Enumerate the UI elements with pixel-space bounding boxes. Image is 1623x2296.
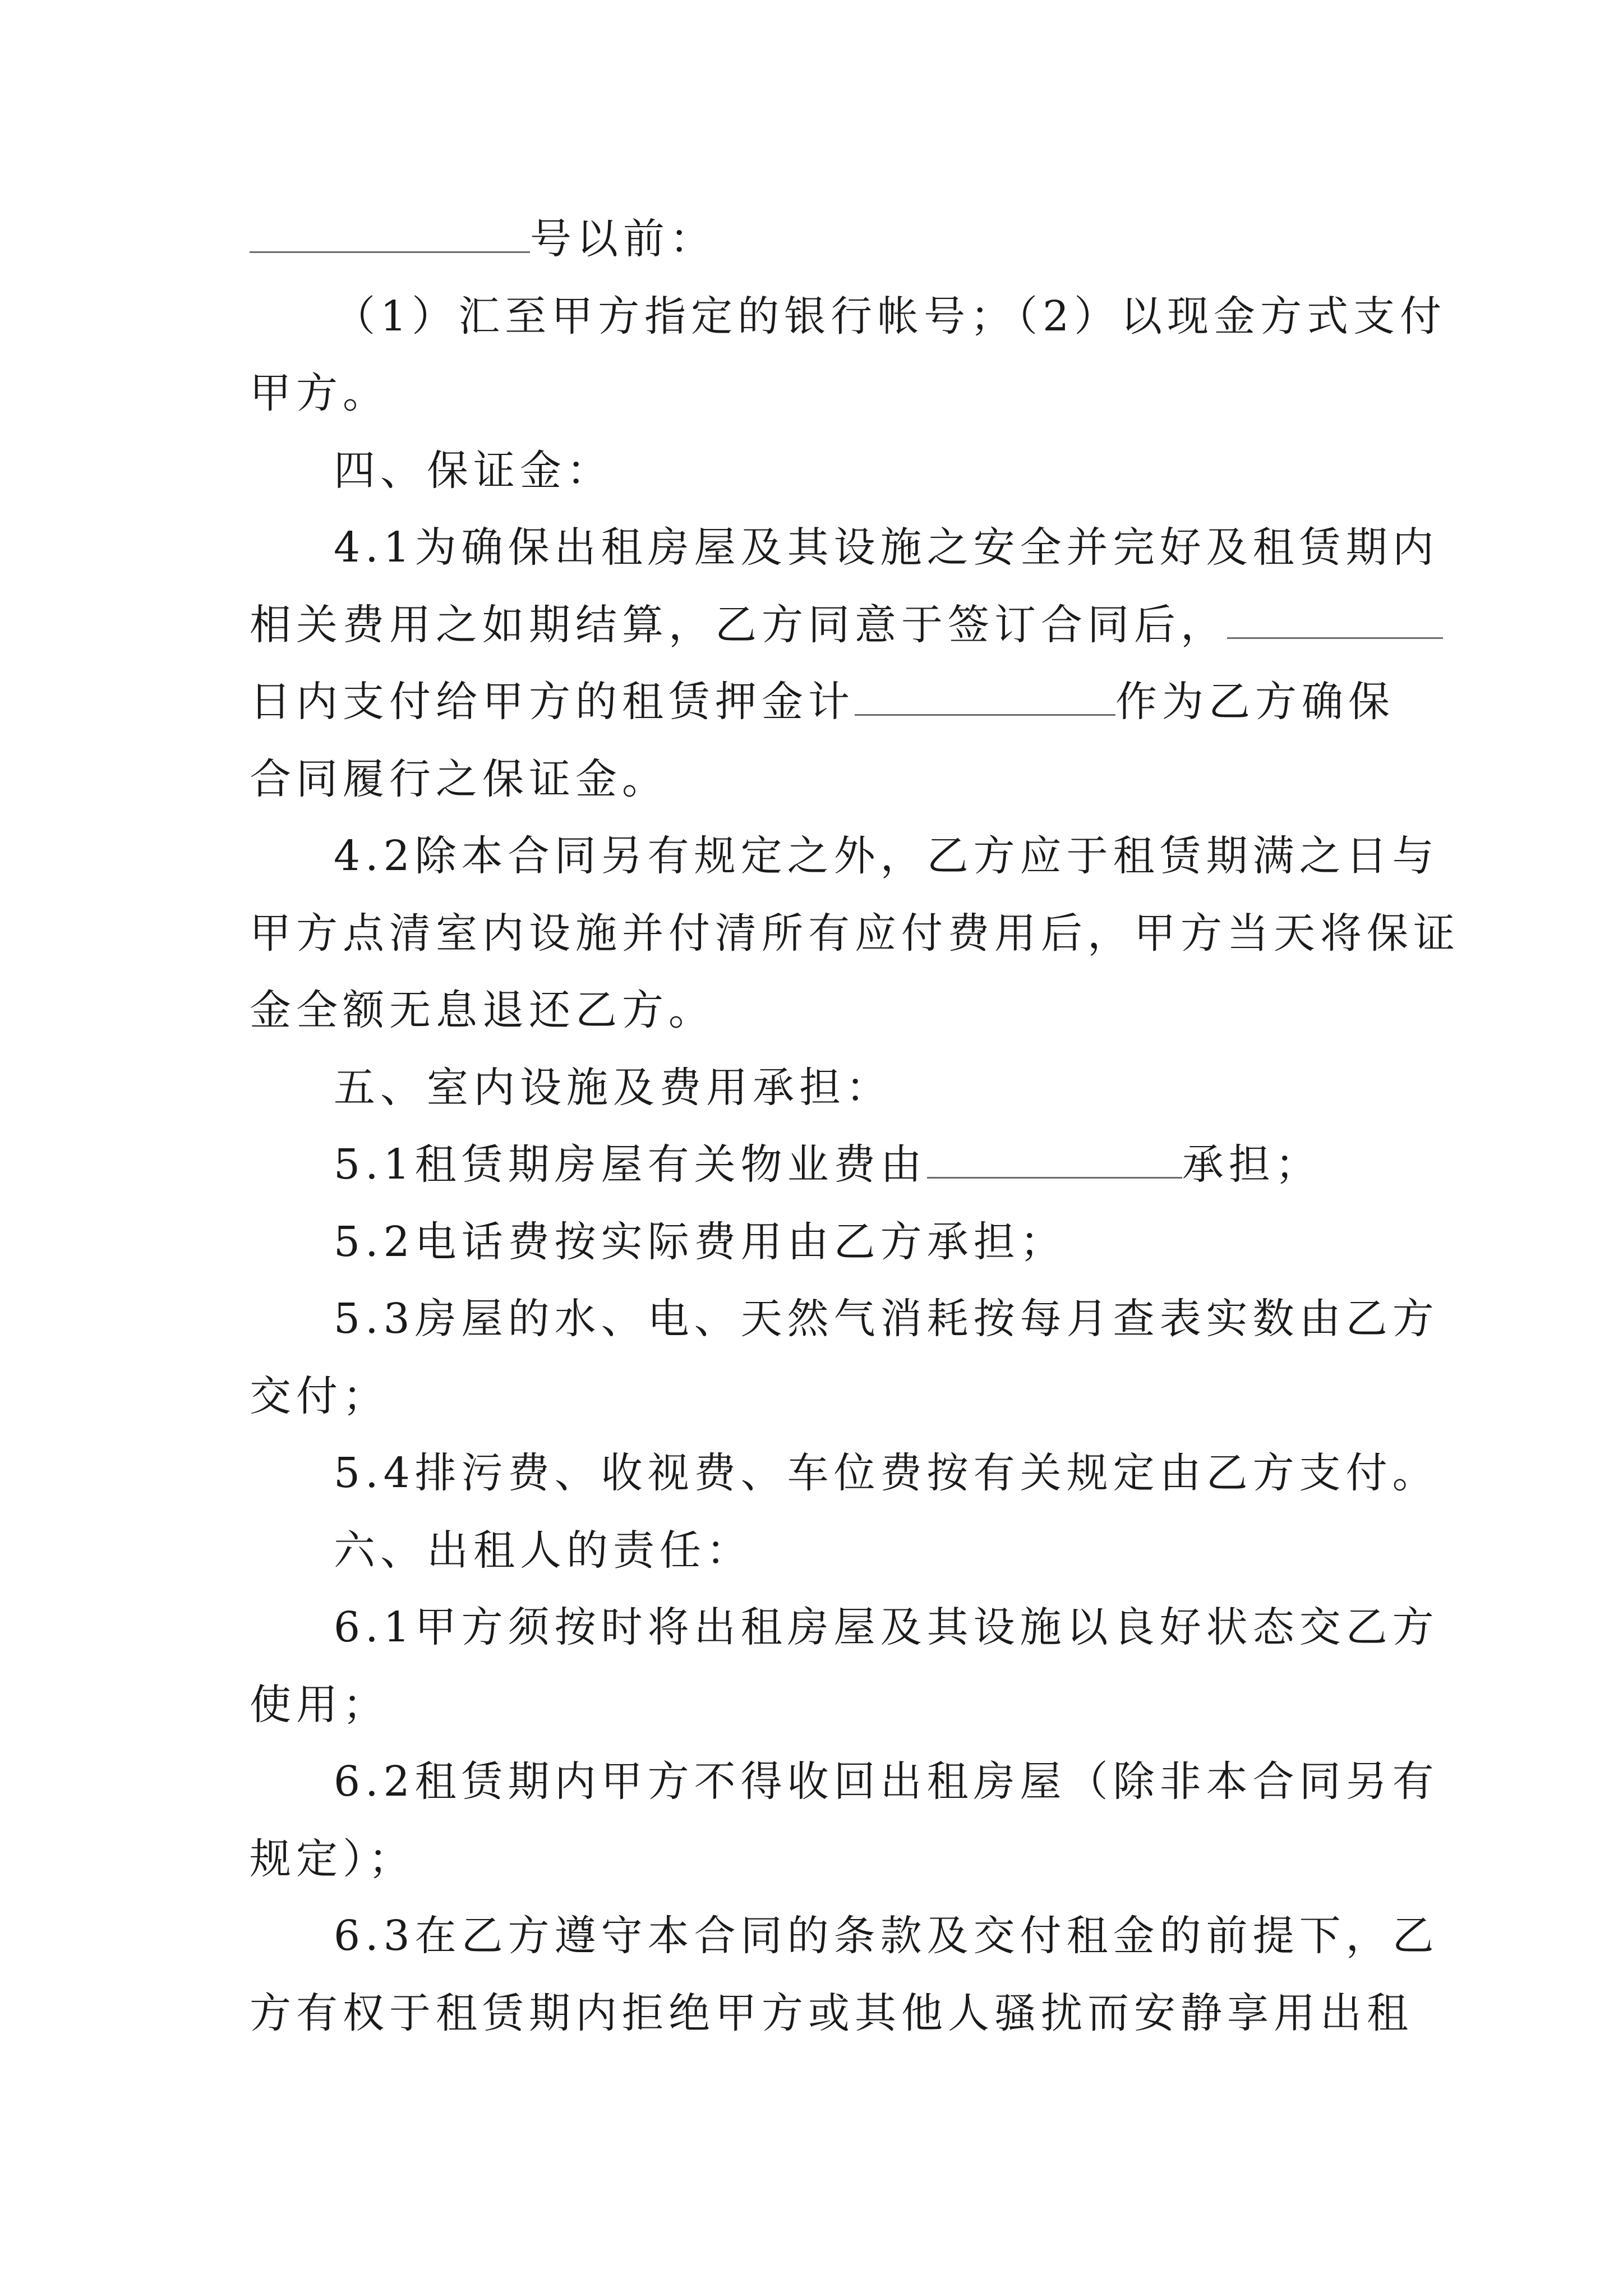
section-heading [250,432,1394,510]
text-line [250,1204,1394,1281]
text-line [250,895,1460,973]
text-run: 方有权于租赁期内拒绝甲方或其他人骚扰而安静享用出租 [250,1989,1413,2037]
text-run: 5.3房屋的水、电、天然气消耗按每月查表实数由乙方 [334,1295,1439,1343]
text-line [250,355,1394,432]
text-line [250,1126,1394,1204]
text-line [250,1975,1413,2053]
text-run: 甲方。 [250,369,389,417]
text-run: 承担； [1182,1140,1322,1189]
text-line [250,587,1394,664]
document-body [250,201,1460,2052]
text-line [250,1281,1439,1358]
fill-in-blank[interactable] [855,679,1115,716]
text-run: 金全额无息退还乙方。 [250,986,715,1034]
text-line [250,1589,1439,1667]
text-run: 合同履行之保证金。 [250,754,668,803]
text-run: 6.2租赁期内甲方不得收回出租房屋（除非本合同另有 [334,1757,1439,1806]
text-run: （1）汇至甲方指定的银行帐号；（2）以现金方式支付 [334,292,1447,341]
text-run: 作为乙方确保 [1115,678,1395,726]
text-line [250,1667,1394,1744]
text-line [250,201,1394,278]
text-line [250,818,1439,895]
text-run: 4.1为确保出租房屋及其设施之安全并完好及租赁期内 [334,523,1439,572]
text-run: 使用； [250,1680,389,1729]
text-line [250,278,1447,356]
text-line [250,1435,1439,1512]
text-run: 号以前： [530,215,716,263]
text-run: 5.4排污费、收视费、车位费按有关规定由乙方支付。 [334,1449,1439,1497]
text-run: 甲方点清室内设施并付清所有应付费用后，甲方当天将保证 [250,909,1460,958]
text-run: 五、室内设施及费用承担： [334,1063,892,1112]
text-line [250,1743,1439,1821]
text-run: 交付； [250,1372,389,1420]
text-run: 六、出租人的责任： [334,1526,753,1575]
text-run: 5.1租赁期房屋有关物业费由 [334,1140,927,1189]
text-line [250,741,1394,818]
text-run: 四、保证金： [334,446,613,495]
text-line [250,1358,1394,1435]
text-line [250,1821,1394,1898]
fill-in-blank[interactable] [927,1142,1182,1179]
text-line [250,1898,1439,1975]
text-run: 5.2电话费按实际费用由乙方承担； [334,1217,1067,1266]
text-line [250,509,1439,587]
text-run: 日内支付给甲方的租赁押金计 [250,678,855,726]
text-run: 规定）； [250,1834,415,1883]
fill-in-blank[interactable] [250,217,530,253]
text-run: 相关费用之如期结算，乙方同意于签订合同后， [250,600,1227,649]
section-heading [250,1050,1394,1127]
text-run: 4.2除本合同另有规定之外，乙方应于租赁期满之日与 [334,832,1439,880]
text-line [250,664,1394,741]
text-line [250,972,1394,1050]
section-heading [250,1512,1394,1590]
fill-in-blank[interactable] [1227,602,1443,639]
text-run: 6.1甲方须按时将出租房屋及其设施以良好状态交乙方 [334,1603,1439,1651]
text-run: 6.3在乙方遵守本合同的条款及交付租金的前提下，乙 [334,1912,1439,1960]
